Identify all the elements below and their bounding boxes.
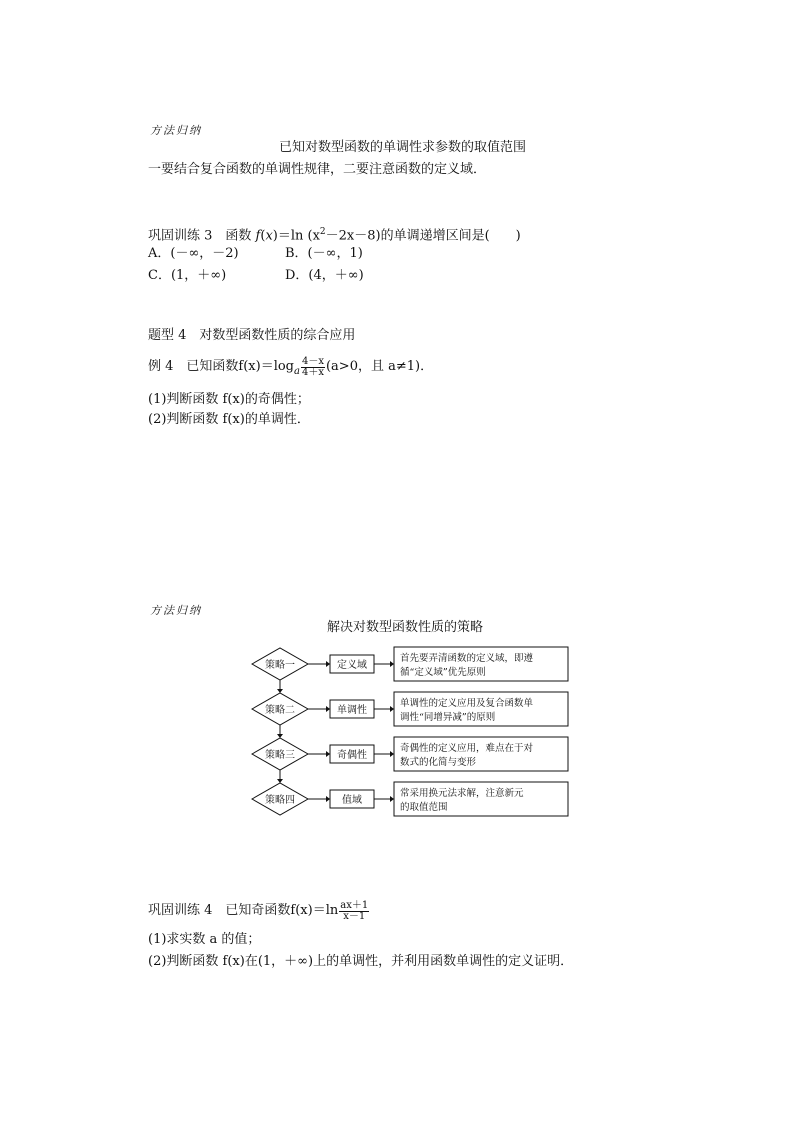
- strategy-name: 策略一: [265, 660, 295, 671]
- exercise-3-question: [148, 224, 521, 244]
- var-x: x: [265, 228, 273, 244]
- method-summary-tag: 方法归纳: [150, 124, 202, 137]
- arrow-head: [390, 706, 394, 712]
- section-title: 已知对数型函数的单调性求参数的取值范围: [279, 140, 527, 155]
- type-heading: 题型 4 对数型函数性质的综合应用: [148, 328, 356, 343]
- option-d: D．(4，＋∞): [285, 268, 364, 283]
- description-line-2: 调性“同增异减”的原则: [400, 712, 496, 723]
- property-label: 定义域: [337, 660, 367, 671]
- arrow-head: [277, 734, 283, 738]
- example-question-2: (2)判断函数 f(x)的单调性．: [148, 412, 310, 427]
- example-prefix: 例 4 已知函数: [148, 359, 239, 374]
- diagram-title: 解决对数型函数性质的策略: [327, 620, 484, 635]
- description-line-2: 的取值范围: [400, 802, 448, 813]
- arrow-head: [326, 706, 330, 712]
- arrow-head: [326, 796, 330, 802]
- exercise-question-1: (1)求实数 a 的值；: [148, 932, 261, 947]
- body-text: 一要结合复合函数的单调性规律，二要注意函数的定义域．: [148, 162, 487, 177]
- fraction-numerator: ax＋1: [340, 899, 369, 911]
- property-label: 奇偶性: [337, 750, 367, 761]
- example-4-statement: [148, 352, 433, 382]
- function-lhs: f(x)＝ln: [290, 903, 339, 918]
- equation: )＝ln (x: [272, 228, 320, 244]
- strategy-name: 策略二: [265, 705, 295, 716]
- paren: (: [260, 228, 266, 244]
- option-b: B．(－∞，1): [285, 246, 363, 261]
- arrow-head: [326, 751, 330, 757]
- arrow-head: [390, 661, 394, 667]
- arrow-head: [390, 796, 394, 802]
- description-line-1: 常采用换元法求解，注意新元: [400, 788, 524, 799]
- fraction-denominator: 4＋x: [301, 366, 324, 378]
- fn-f: f: [255, 228, 261, 244]
- log-base: a: [294, 366, 300, 377]
- option-c: C．(1，＋∞): [148, 268, 227, 283]
- fraction: [339, 901, 369, 922]
- exercise-question-2: (2)判断函数 f(x)在(1，＋∞)上的单调性，并利用函数单调性的定义证明．: [148, 954, 574, 969]
- strategy-flow-diagram: [250, 640, 580, 820]
- description-line-1: 奇偶性的定义应用，难点在于对: [400, 743, 534, 754]
- example-question-1: (1)判断函数 f(x)的奇偶性；: [148, 392, 310, 407]
- method-summary-tag-2: 方法归纳: [150, 604, 202, 617]
- arrow-head: [277, 779, 283, 783]
- condition: (a>0，且 a≠1)．: [325, 359, 434, 374]
- arrow-head: [277, 689, 283, 693]
- property-label: 单调性: [337, 705, 367, 716]
- arrow-head: [326, 661, 330, 667]
- function-lhs: f(x)＝log: [238, 359, 294, 374]
- superscript: 2: [319, 227, 326, 237]
- strategy-name: 策略四: [265, 795, 295, 806]
- exercise-prefix: 巩固训练 3 函数: [148, 228, 256, 244]
- equation-rest: －2x－8)的单调递增区间是( ): [325, 228, 521, 244]
- arrow-head: [390, 751, 394, 757]
- fraction-denominator: x－1: [343, 910, 366, 922]
- property-label: 值域: [342, 795, 362, 806]
- exercise-4-statement: [148, 897, 370, 925]
- option-a: A．(－∞，－2): [148, 246, 239, 261]
- description-line-2: 循“定义域”优先原则: [400, 667, 486, 678]
- exercise-prefix: 巩固训练 4 已知奇函数: [148, 903, 291, 918]
- fraction-numerator: 4－x: [301, 355, 324, 367]
- strategy-name: 策略三: [265, 750, 295, 761]
- description-line-1: 单调性的定义应用及复合函数单: [400, 698, 534, 709]
- description-line-2: 数式的化简与变形: [400, 757, 477, 768]
- description-line-1: 首先要弄清函数的定义域，即遵: [400, 653, 534, 664]
- fraction: [301, 357, 325, 378]
